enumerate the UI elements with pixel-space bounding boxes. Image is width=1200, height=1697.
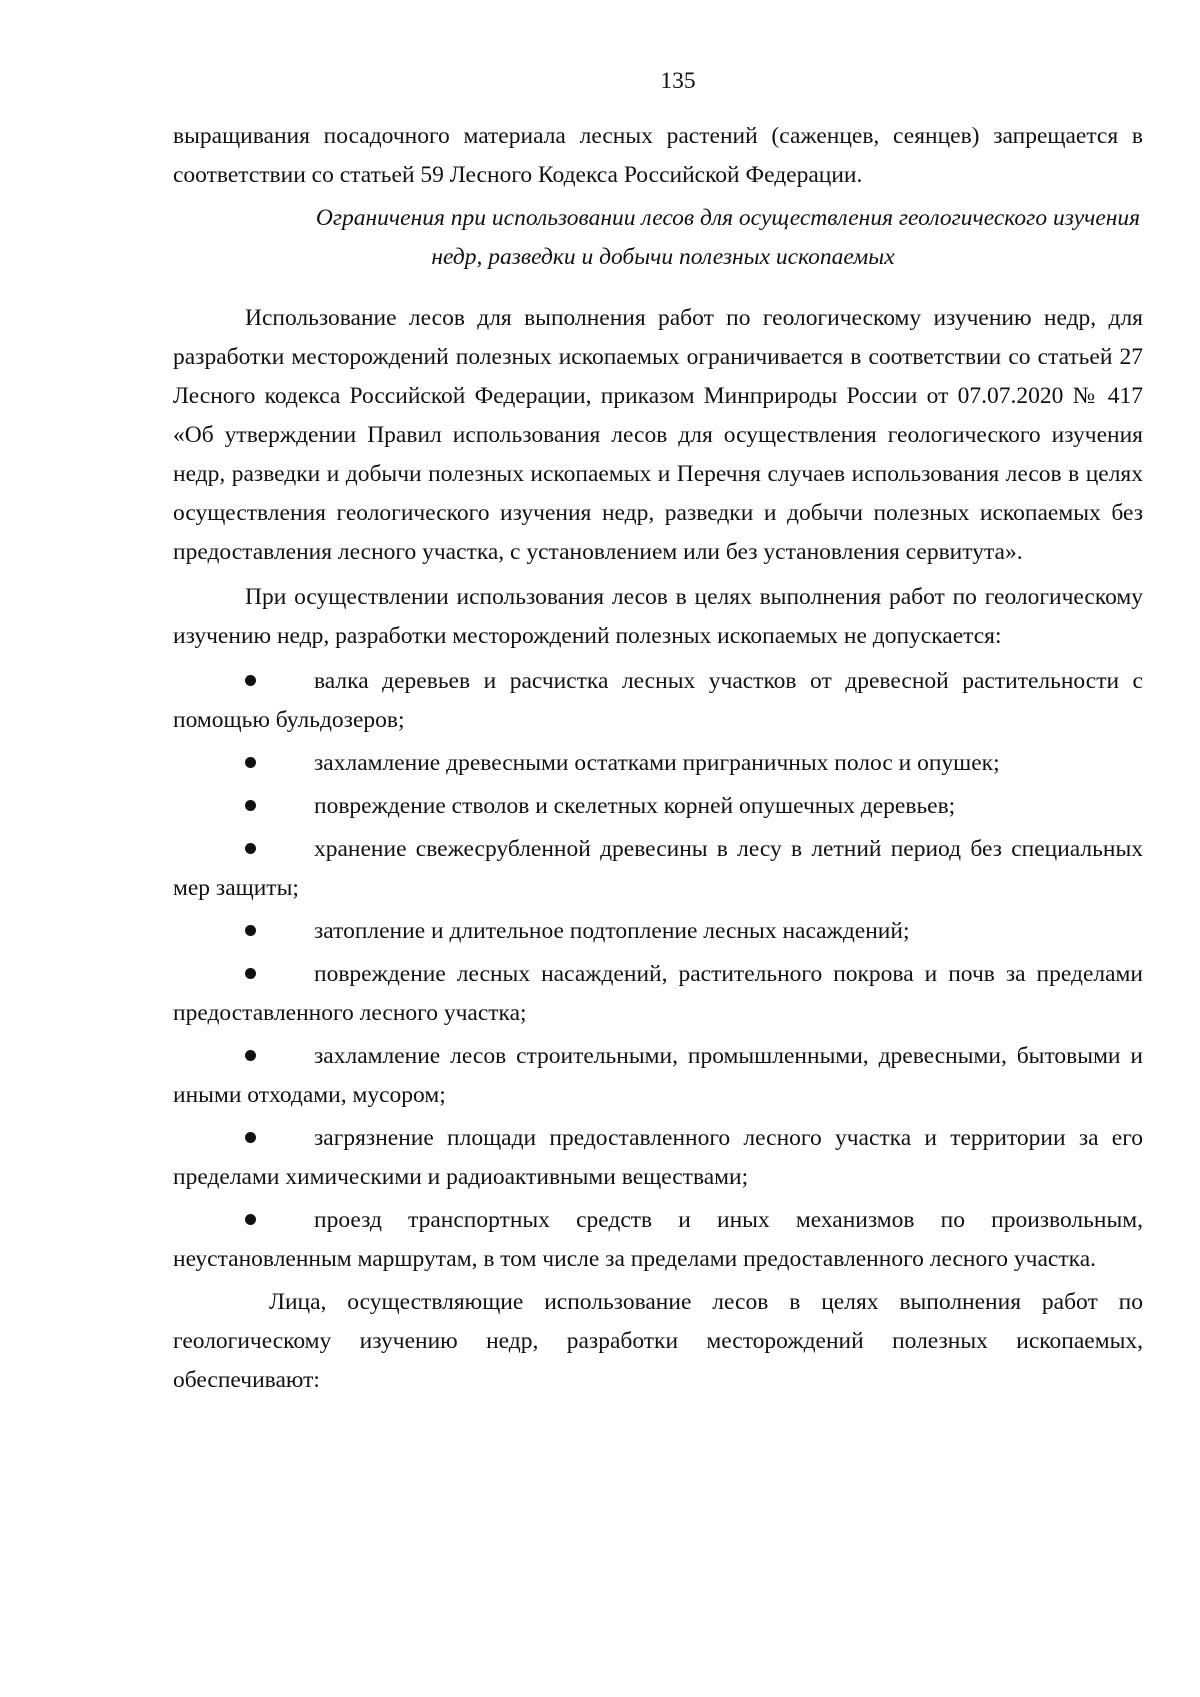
prohibitions-list (173, 662, 1143, 1279)
section-heading-line-1: Ограничения при использовании лесов для осуществления геологического изучения (315, 205, 1141, 231)
section-heading (173, 199, 1143, 277)
list-item (173, 787, 1143, 826)
list-item-text: повреждение стволов и скелетных корней опушечных деревьев; (314, 793, 956, 819)
bullet-icon (245, 955, 314, 994)
bullet-icon (245, 912, 314, 951)
list-item (173, 955, 1143, 1033)
list-item-text: затопление и длительное подтопление лесных насаждений; (314, 918, 910, 944)
list-item-text: захламление древесными остатками приграничных полос и опушек; (314, 750, 1000, 776)
bullet-icon (245, 1201, 314, 1240)
list-item (173, 1201, 1143, 1279)
bullet-icon (245, 1037, 314, 1076)
list-item-text: валка деревьев и расчистка лесных участков от древесной растительности с помощью бульдозеров; (173, 668, 1143, 733)
intro-paragraph: выращивания посадочного материала лесных растений (саженцев, сеянцев) запрещается в соответствии со статьей 59 Лесного Кодекса Российской Федерации. (173, 123, 1143, 188)
list-item (173, 1119, 1143, 1197)
list-item-text: проезд транспортных средств и иных механизмов по произвольным, неустановленным маршрутам, в том числе за пределами предоставленного лесного участка. (173, 1207, 1143, 1272)
list-item-text: загрязнение площади предоставленного лесного участка и территории за его пределами химическими и радиоактивными веществами; (173, 1125, 1143, 1190)
list-item-text: захламление лесов строительными, промышленными, древесными, бытовыми и иными отходами, мусором; (173, 1043, 1143, 1108)
list-item (173, 1037, 1143, 1115)
list-item (173, 912, 1143, 951)
list-item (173, 662, 1143, 740)
list-item (173, 830, 1143, 908)
list-item-text: хранение свежесрубленной древесины в лесу в летний период без специальных мер защиты; (173, 836, 1143, 901)
list-item (173, 744, 1143, 783)
section-heading-line-2: недр, разведки и добычи полезных ископаемых (431, 244, 895, 270)
list-item-text: повреждение лесных насаждений, растительного покрова и почв за пределами предоставленного лесного участка; (173, 961, 1143, 1026)
page-number: 135 (660, 68, 696, 94)
bullet-icon (245, 662, 314, 701)
bullet-icon (245, 744, 314, 783)
bullet-icon (245, 1119, 314, 1158)
document-page (173, 62, 1143, 1400)
obligations-intro-paragraph: Лица, осуществляющие использование лесов в целях выполнения работ по геологическому изучению недр, разработки месторождений полезных ископаемых, обеспечивают: (173, 1289, 1143, 1393)
bullet-icon (245, 787, 314, 826)
prohibitions-intro-paragraph: При осуществлении использования лесов в целях выполнения работ по геологическому изучению недр, разработки месторождений полезных ископаемых не допускается: (173, 584, 1143, 649)
legal-basis-paragraph: Использование лесов для выполнения работ по геологическому изучению недр, для разработки месторождений полезных ископаемых ограничивается в соответствии со статьей 27 Лесного кодекса Российской Федерации, приказом Минприроды России от 07.07.2020 № 417 «Об утверждении Правил использования лесов для осуществления геологического изучения недр, разведки и добычи полезных ископаемых и Перечня случаев использования лесов в целях осуществления геологического изучения недр, разведки и добычи полезных ископаемых без предоставления лесного участка, с установлением или без установления сервитута». (173, 305, 1143, 565)
bullet-icon (245, 830, 314, 869)
